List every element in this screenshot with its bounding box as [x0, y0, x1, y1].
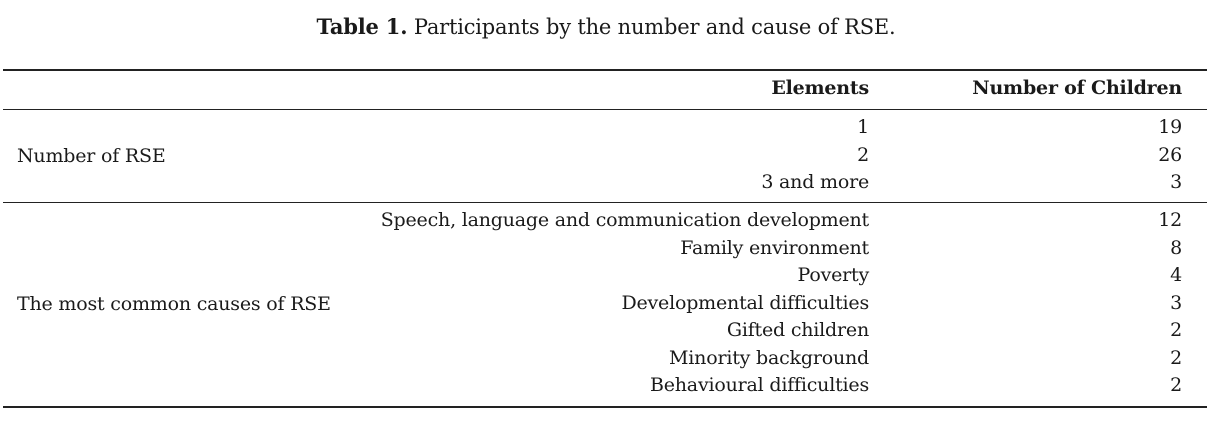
row-element: Behavioural difficulties	[649, 374, 869, 396]
row-element: Poverty	[797, 264, 869, 286]
group-label-common-causes: The most common causes of RSE	[17, 293, 331, 315]
group-label-number-of-rse: Number of RSE	[17, 145, 166, 167]
row-element: 2	[857, 143, 869, 166]
header-number-of-children: Number of Children	[972, 77, 1182, 99]
row-element: Minority background	[669, 346, 869, 369]
row-count: 26	[1158, 143, 1182, 166]
table-row	[0, 262, 1212, 290]
table-bottom-rule	[3, 406, 1207, 408]
table-row	[0, 372, 1212, 400]
row-element: 3 and more	[761, 171, 869, 193]
table-row	[0, 317, 1212, 345]
row-count: 4	[1170, 264, 1182, 286]
table-row	[0, 142, 1212, 170]
table-caption-lead: Table 1.	[316, 14, 408, 39]
row-count: 2	[1170, 374, 1182, 396]
table-row	[0, 345, 1212, 373]
table-row	[0, 207, 1212, 235]
row-count: 12	[1158, 209, 1182, 231]
table-header-rule	[3, 109, 1207, 110]
row-element: 1	[857, 116, 869, 138]
table-row	[0, 169, 1212, 197]
row-count: 3	[1170, 291, 1182, 314]
table-group-common-causes	[0, 207, 1212, 400]
row-count: 2	[1170, 319, 1182, 341]
row-element: Speech, language and communication development	[380, 209, 869, 231]
row-count: 3	[1170, 171, 1182, 193]
row-count: 2	[1170, 346, 1182, 369]
table-row	[0, 114, 1212, 142]
table-caption	[0, 12, 1212, 42]
table-row	[0, 235, 1212, 263]
table-row	[0, 290, 1212, 318]
row-count: 8	[1170, 236, 1182, 259]
row-count: 19	[1158, 116, 1182, 138]
table-top-rule	[3, 69, 1207, 71]
header-elements: Elements	[771, 77, 869, 99]
row-element: Developmental difficulties	[621, 291, 869, 314]
table-caption-text: Participants by the number and cause of RSE.	[413, 15, 896, 39]
row-element: Gifted children	[726, 319, 869, 341]
table-group-divider	[3, 202, 1207, 203]
row-element: Family environment	[680, 236, 869, 259]
table-group-number-of-rse	[0, 114, 1212, 197]
